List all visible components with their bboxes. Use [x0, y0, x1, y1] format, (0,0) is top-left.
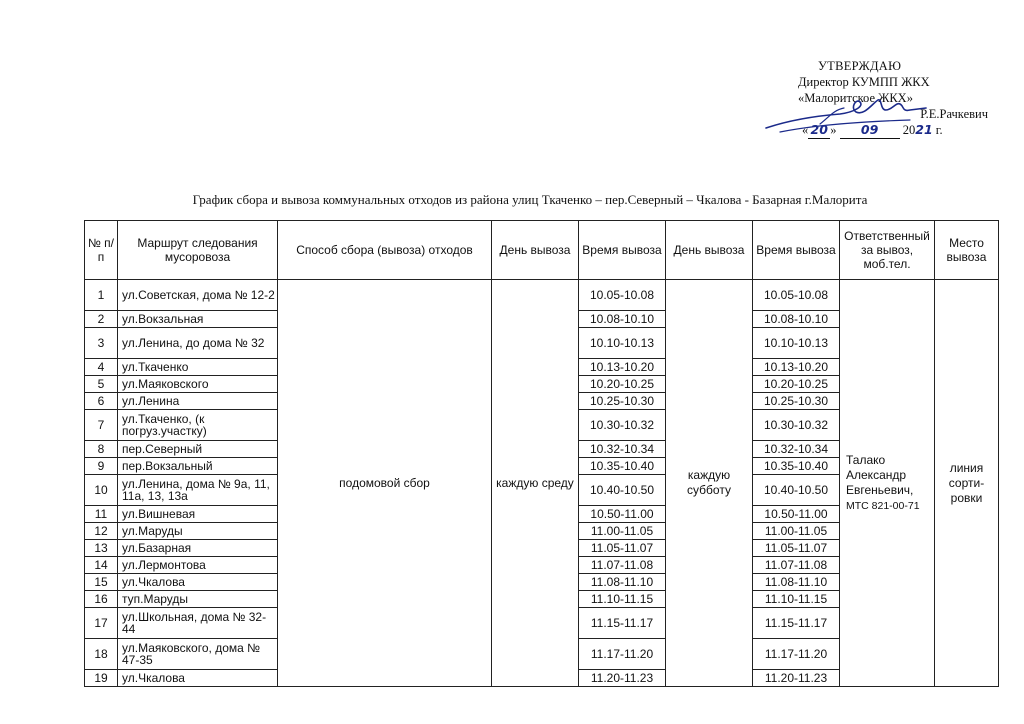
row-number: 6 — [85, 393, 118, 410]
date-unit: г. — [935, 123, 943, 137]
row-time-2: 11.00-11.05 — [753, 523, 840, 540]
collection-schedule-table — [84, 220, 999, 687]
row-time-2: 10.08-10.10 — [753, 311, 840, 328]
row-time-2: 11.20-11.23 — [753, 670, 840, 687]
row-time-1: 10.35-10.40 — [579, 458, 666, 475]
responsible-person — [840, 280, 935, 687]
row-number: 7 — [85, 410, 118, 441]
row-time-1: 11.00-11.05 — [579, 523, 666, 540]
row-route: ул.Маяковского — [118, 376, 278, 393]
row-time-2: 10.50-11.00 — [753, 506, 840, 523]
row-route: ул.Ткаченко, (к погруз.участку) — [118, 410, 278, 441]
row-route: ул.Ленина, до дома № 32 — [118, 328, 278, 359]
row-number: 17 — [85, 608, 118, 639]
responsible-name: Талако Александр Евгеньевич, — [846, 452, 914, 497]
row-number: 16 — [85, 591, 118, 608]
header-method: Способ сбора (вывоза) отходов — [278, 221, 492, 280]
row-time-2: 11.07-11.08 — [753, 557, 840, 574]
row-number: 15 — [85, 574, 118, 591]
row-time-1: 10.05-10.08 — [579, 280, 666, 311]
row-route: ул.Чкалова — [118, 670, 278, 687]
header-day-1: День вывоза — [492, 221, 579, 280]
row-number: 4 — [85, 359, 118, 376]
row-time-1: 11.08-11.10 — [579, 574, 666, 591]
row-time-1: 11.07-11.08 — [579, 557, 666, 574]
date-year-prefix: 20 — [902, 123, 916, 137]
date-day: 20 — [808, 122, 830, 139]
row-time-1: 11.05-11.07 — [579, 540, 666, 557]
row-number: 13 — [85, 540, 118, 557]
document-title: График сбора и вывоза коммунальных отходов из района улиц Ткаченко – пер.Северный – Чкалова - Базарная г.Малорита — [192, 192, 868, 207]
row-route: туп.Маруды — [118, 591, 278, 608]
row-number: 3 — [85, 328, 118, 359]
approval-signer: Р.Е.Рачкевич — [920, 107, 988, 121]
row-time-2: 10.35-10.40 — [753, 458, 840, 475]
row-time-2: 11.05-11.07 — [753, 540, 840, 557]
header-day-2: День вывоза — [666, 221, 753, 280]
header-time-1: Время вывоза — [579, 221, 666, 280]
row-route: ул.Школьная, дома № 32-44 — [118, 608, 278, 639]
row-number: 18 — [85, 639, 118, 670]
row-number: 9 — [85, 458, 118, 475]
row-time-2: 10.20-10.25 — [753, 376, 840, 393]
header-num: № п/п — [85, 221, 118, 280]
row-time-1: 11.15-11.17 — [579, 608, 666, 639]
row-time-1: 11.17-11.20 — [579, 639, 666, 670]
row-number: 11 — [85, 506, 118, 523]
row-number: 14 — [85, 557, 118, 574]
row-time-1: 10.30-10.32 — [579, 410, 666, 441]
row-time-1: 10.50-11.00 — [579, 506, 666, 523]
row-time-2: 11.08-11.10 — [753, 574, 840, 591]
table-row — [85, 280, 999, 311]
date-month: 09 — [840, 122, 900, 139]
row-time-2: 11.17-11.20 — [753, 639, 840, 670]
handwritten-signature — [760, 90, 933, 137]
row-time-1: 11.20-11.23 — [579, 670, 666, 687]
row-time-1: 10.08-10.10 — [579, 311, 666, 328]
row-time-2: 10.10-10.13 — [753, 328, 840, 359]
collection-method: подомовой сбор — [278, 280, 492, 687]
row-time-2: 10.13-10.20 — [753, 359, 840, 376]
header-time-2: Время вывоза — [753, 221, 840, 280]
row-number: 2 — [85, 311, 118, 328]
row-route: ул.Маяковского, дома № 47-35 — [118, 639, 278, 670]
approval-position: Директор КУМПП ЖКХ — [798, 75, 930, 89]
row-route: ул.Лермонтова — [118, 557, 278, 574]
row-route: пер.Северный — [118, 441, 278, 458]
row-route: ул.Вишневая — [118, 506, 278, 523]
row-route: ул.Ленина, дома № 9а, 11, 11а, 13, 13а — [118, 475, 278, 506]
row-time-1: 11.10-11.15 — [579, 591, 666, 608]
row-time-1: 10.10-10.13 — [579, 328, 666, 359]
row-time-2: 10.30-10.32 — [753, 410, 840, 441]
row-route: ул.Чкалова — [118, 574, 278, 591]
row-route: ул.Вокзальная — [118, 311, 278, 328]
row-number: 1 — [85, 280, 118, 311]
row-number: 5 — [85, 376, 118, 393]
collection-day-1: каждую среду — [492, 280, 579, 687]
row-time-1: 10.20-10.25 — [579, 376, 666, 393]
row-time-2: 10.25-10.30 — [753, 393, 840, 410]
table-header-row — [85, 221, 999, 280]
row-route: ул.Маруды — [118, 523, 278, 540]
row-time-1: 10.25-10.30 — [579, 393, 666, 410]
header-responsible: Ответственный за вывоз, моб.тел. — [840, 221, 935, 280]
row-number: 19 — [85, 670, 118, 687]
approval-organization: «Малоритское ЖКХ» — [798, 91, 913, 105]
row-time-1: 10.40-10.50 — [579, 475, 666, 506]
row-number: 12 — [85, 523, 118, 540]
row-time-1: 10.13-10.20 — [579, 359, 666, 376]
approval-heading: УТВЕРЖДАЮ — [818, 59, 902, 73]
row-route: пер.Вокзальный — [118, 458, 278, 475]
row-time-2: 10.40-10.50 — [753, 475, 840, 506]
collection-day-2: каждую субботу — [666, 280, 753, 687]
date-year-suffix: 21 — [915, 122, 933, 137]
row-time-2: 11.10-11.15 — [753, 591, 840, 608]
row-number: 10 — [85, 475, 118, 506]
row-time-2: 11.15-11.17 — [753, 608, 840, 639]
header-place: Место вывоза — [935, 221, 999, 280]
row-time-1: 10.32-10.34 — [579, 441, 666, 458]
row-time-2: 10.05-10.08 — [753, 280, 840, 311]
row-route: ул.Базарная — [118, 540, 278, 557]
date-open-quote: « — [802, 123, 809, 137]
row-route: ул.Ткаченко — [118, 359, 278, 376]
row-route: ул.Советская, дома № 12-2 — [118, 280, 278, 311]
header-route: Маршрут следования мусоровоза — [118, 221, 278, 280]
responsible-phone: МТС 821-00-71 — [846, 499, 920, 512]
disposal-place: линия сорти-ровки — [935, 280, 999, 687]
date-close-quote: » — [830, 123, 837, 137]
row-number: 8 — [85, 441, 118, 458]
row-time-2: 10.32-10.34 — [753, 441, 840, 458]
row-route: ул.Ленина — [118, 393, 278, 410]
